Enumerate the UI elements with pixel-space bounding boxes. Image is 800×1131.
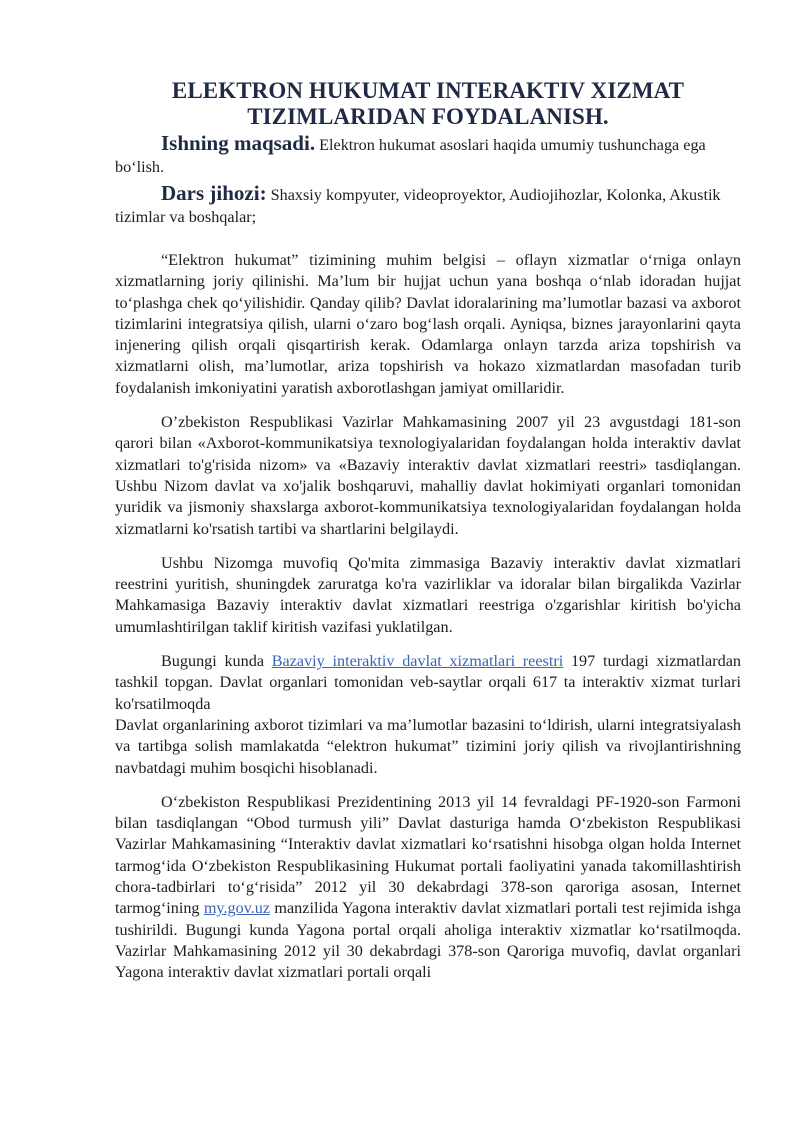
body-paragraph-4 xyxy=(115,651,741,715)
body-paragraph-3: Ushbu Nizomga muvofiq Qo'mita zimmasiga Bazaviy interaktiv davlat xizmatlari reestrini yuritish, shuningdek zaruratga ko'ra vazirliklar va idoralar bilan birgalikda Vazirlar Mahkamasiga Bazaviy interaktiv davlat xizmatlari reestriga o'zgarishlar kiritish bo'yicha umumlashtirilgan taklif kiritish vazifasi yuklatilgan. xyxy=(115,553,741,636)
body-paragraph-2: O’zbekiston Respublikasi Vazirlar Mahkamasining 2007 yil 23 avgustdagi 181-son qarori bilan «Axborot-kommunikatsiya texnologiyalaridan foydalangan holda interaktiv davlat xizmatlari to'g'risida nizom» va «Bazaviy interaktiv davlat xizmatlari reestri» tasdiqlangan. Ushbu Nizom davlat va xo'jalik boshqaruvi, mahalliy davlat hokimiyati organlari tomonidan yuridik va jismoniy shaxslarga axborot-kommunikatsiya texnologiyalaridan foydalangan holda xizmatlarni ko'rsatish tartibi va shartlarini belgilaydi. xyxy=(115,413,741,538)
portal-link[interactable]: my.gov.uz xyxy=(203,899,271,918)
goal-label: Ishning maqsadi. xyxy=(161,131,316,155)
p4-text-before: Bugungi kunda xyxy=(161,652,272,671)
body-paragraph-5: Davlat organlarining axborot tizimlari va ma’lumotlar bazasini toʻldirish, ularni integratsiyalash va tartibga solish mamlakatda “elektron hukumat” tizimini joriy qilish va rivojlantirishning navbatdagi muhim bosqichi hisoblanadi. xyxy=(115,715,741,777)
body-paragraph-1: “Elektron hukumat” tizimining muhim belgisi – oflayn xizmatlar oʻrniga onlayn xizmatlarning joriy qilinishi. Ma’lum bir hujjat uchun yana boshqa oʻnlab idoradan hujjat toʻplashga chek qoʻyilishidir. Qanday qilib? Davlat idoralarining ma’lumotlar bazasi va axborot tizimlarini integratsiya qilish, ularni oʻzaro bogʻlash orqali. Ayniqsa, biznes jarayonlarini qayta injenering qilish orqali qisqartirish kerak. Odamlarga onlayn tarzda ariza topshirish va xizmatlarni olish, ma’lumotlar, ariza topshirish va hokazo xizmatlardan masofadan turib foydalanish imkoniyatini yaratish axborotlashgan jamiyat omillaridir. xyxy=(115,251,741,397)
title-line-2: TIZIMLARIDAN FOYDALANISH. xyxy=(247,104,609,129)
registry-link[interactable]: Bazaviy interaktiv davlat xizmatlari reestri xyxy=(271,652,564,671)
document-title xyxy=(115,78,741,130)
p4-text-after: 197 turdagi xizmatlardan tashkil topgan. Davlat organlari tomonidan veb-saytlar orqali 617 ta interaktiv xizmat turlari ko'rsatilmoqda xyxy=(115,652,741,713)
title-line-1: ELEKTRON HUKUMAT INTERAKTIV XIZMAT xyxy=(171,78,685,103)
tools-paragraph xyxy=(115,182,741,228)
goal-paragraph xyxy=(115,132,741,178)
document-page xyxy=(115,78,741,984)
p6-text-after: manzilida Yagona interaktiv davlat xizmatlari portali test rejimida ishga tushirildi. Bugungi kunda Yagona portal orqali aholiga interaktiv xizmatlar koʻrsatilmoqda. Vazirlar Mahkamasining 2012 yil 30 dekabrdagi 378-son Qaroriga muvofiq, davlat organlari Yagona interaktiv davlat xizmatlari portali orqali xyxy=(115,899,741,982)
body-paragraph-6 xyxy=(115,792,741,984)
tools-label: Dars jihozi: xyxy=(161,181,267,205)
p6-text-before: Oʻzbekiston Respublikasi Prezidentining 2013 yil 14 fevraldagi PF-1920-son Farmoni bilan tasdiqlangan “Obod turmush yili” Davlat dasturiga hamda Oʻzbekiston Respublikasi Vazirlar Mahkamasining “Interaktiv davlat xizmatlari koʻrsatishni hisobga olgan holda Internet tarmogʻida Oʻzbekiston Respublikasining Hukumat portali faoliyatini yanada takomillashtirish chora-tadbirlari toʻgʻrisida” 2012 yil 30 dekabrdagi 378-son qaroriga asosan, Internet tarmogʻining xyxy=(115,792,741,918)
goal-text: Elektron hukumat asoslari haqida umumiy tushunchaga ega boʻlish. xyxy=(115,136,706,176)
tools-text: Shaxsiy kompyuter, videoproyektor, Audiojihozlar, Kolonka, Akustik tizimlar va boshqalar; xyxy=(115,186,721,226)
